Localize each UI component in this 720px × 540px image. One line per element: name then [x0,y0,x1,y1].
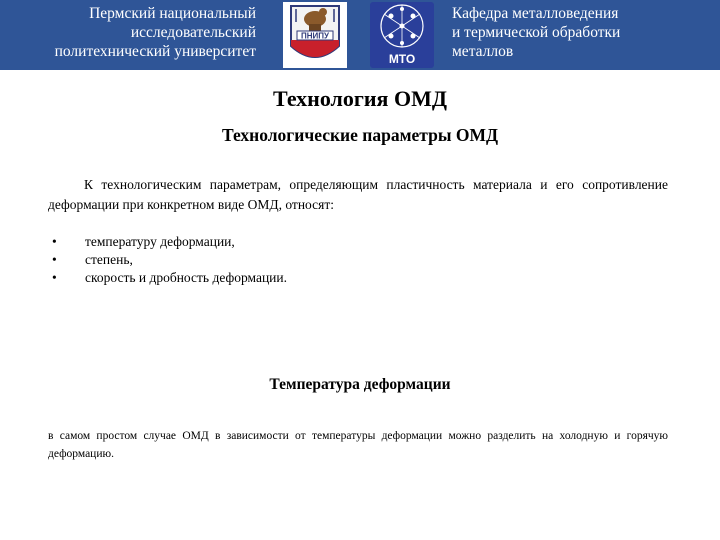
university-name [0,4,256,61]
university-name-line: исследовательский [130,24,256,41]
list-item [48,233,668,251]
bullet-icon: • [52,234,57,249]
section-title: Температура деформации [269,376,451,393]
department-name-line: металлов [452,43,514,60]
header-bar [0,0,720,70]
list-item-text: степень, [85,252,133,267]
list-item [48,269,668,287]
department-name [452,4,712,61]
department-name-line: Кафедра металловедения [452,5,619,22]
intro-paragraph: К технологическим параметрам, определяющим пластичность материала и его сопротивление деформации при конкретном виде ОМД, относят: [48,177,668,212]
list-item-text: скорость и дробность деформации. [85,270,288,285]
list-item [48,251,668,269]
parameter-list [48,233,668,287]
department-name-line: и термической обработки [452,24,621,41]
department-logo-text: МТО [388,52,416,66]
bullet-icon: • [52,252,57,267]
department-logo [370,2,434,68]
university-name-line: Пермский национальный [89,5,256,22]
list-item-text: температуру деформации, [85,234,235,249]
section-paragraph: в самом простом случае ОМД в зависимости от температуры деформации можно разделить на холодную и горячую деформацию. [48,430,668,460]
university-name-line: политехнический университет [54,43,256,60]
page-subtitle: Технологические параметры ОМД [221,125,499,145]
university-logo-text: ПНИПУ [300,31,330,41]
bullet-icon: • [52,270,57,285]
university-logo [283,2,347,68]
page-title: Технология ОМД [273,86,447,111]
